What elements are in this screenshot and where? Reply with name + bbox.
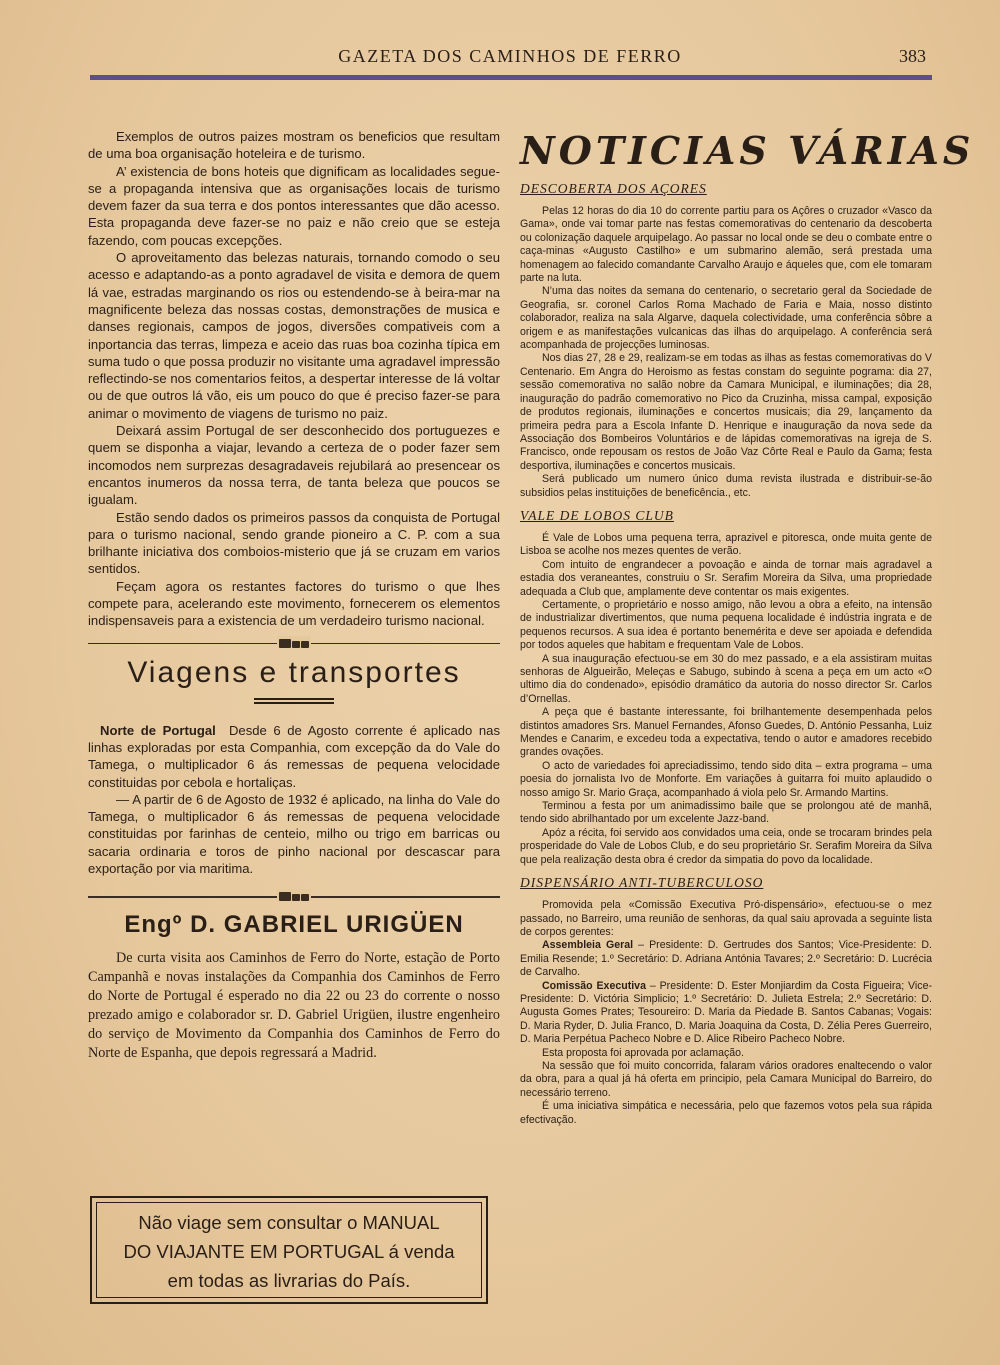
assembleia-text: – Presidente: D. Gertrudes dos Santos; Vice-Presidente: D. Emilia Resende; 1.º Secretário: D. Adriana Antónia Tavares; 2.º Secretário: D. Lucrécia de Carvalho. [520, 939, 932, 979]
acores-article [520, 205, 932, 500]
page-number: 383 [899, 46, 926, 66]
noticias-varias-title: NOTICIAS VÁRIAS [520, 128, 975, 173]
article-paragraph: É uma iniciativa simpática e necessária, pelo que fazemos votos pela sua rápida efectivação. [520, 1100, 932, 1126]
publication-title: GAZETA DOS CAMINHOS DE FERRO [338, 46, 682, 66]
article-paragraph: Estão sendo dados os primeiros passos da conquista de Portugal para o turismo nacional, sendo grande pioneiro a C. P. com a sua brilhante iniciativa dos comboios-misterio que já se cruzam em varios sentidos. [88, 509, 500, 577]
assembleia-label: Assembleia Geral [542, 939, 634, 952]
article-paragraph: Esta proposta foi aprovada por aclamação. [542, 1046, 744, 1059]
train-ornament-divider [88, 634, 500, 650]
locomotive-icon [277, 636, 311, 648]
article-paragraph: É Vale de Lobos uma pequena terra, aprazivel e pitoresca, onde muita gente de Lisboa se acolhe nos mezes quentes de verão. [520, 531, 932, 558]
tourism-article [88, 128, 500, 630]
article-paragraph: Terminou a festa por um animadissimo baile que se prolongou até de manhã, tendo sido abrilhantado por um excelente Jazz-band. [520, 800, 932, 826]
article-paragraph: A sua inauguração efectuou-se em 30 do mez passado, e a ela assistiram muitas senhoras de Algueirão, Meleças e Sabugo, subindo à scena a peça em um acto «O ultimo dia do condenado», episódio dramático da autoria do nosso director Sr. Carlos d’Ornellas. [520, 652, 932, 705]
manual-advertisement [90, 1196, 488, 1304]
article-paragraph: De curta visita aos Caminhos de Ferro do Norte, estação de Porto Campanhã e novas instalações da Companhia dos Caminhos de Ferro do Norte de Portugal é esperado no dia 22 ou 23 do corrente o nosso prezado amigo e colaborador sr. D. Gabriel Urigüen, ilustre engenheiro do serviço de Movimento da Companhia dos Caminhos de Ferro do Norte de Espanha, que depois regressará a Madrid. [88, 950, 500, 1062]
article-paragraph: Promovida pela «Comissão Executiva Pró-dispensário», efectuou-se o mez passado, no Barreiro, uma reunião de senhoras, da qual saiu aprovada a seguinte lista de corpos gerentes: [520, 899, 932, 938]
article-paragraph: Exemplos de outros paizes mostram os beneficios que resultam de uma boa organisação hoteleira e de turismo. [88, 129, 500, 162]
engineer-article [88, 949, 500, 1063]
section-heading-acores: DESCOBERTA DOS AÇORES [520, 181, 707, 196]
viagens-section-title: Viagens e transportes [127, 655, 461, 689]
viagens-article [88, 722, 500, 878]
article-paragraph: — A partir de 6 de Agosto de 1932 é aplicado, na linha do Vale do Tamega, o multiplicador 6 ás remessas de pequena velocidade constituidas por farinhas de centeio, milho ou trigo em barricas ou sacaria ordinaria e toros de pinho nacional por descascar para exportação por via maritima. [88, 791, 500, 876]
ad-line: em todas as livrarias do País. [167, 1270, 411, 1291]
article-paragraph: Com intuito de engrandecer a povoação e ainda de tornar mais agradavel a estadia dos veraneantes, construiu o Sr. Serafim Moreira da Silva, uma propriedade adequada a Club que, amplamente deve contentar os mais exigentes. [520, 558, 932, 598]
advertisement-text [104, 1208, 474, 1295]
section-heading-vale-de-lobos: VALE DE LOBOS CLUB [520, 507, 674, 523]
article-paragraph: A peça que é bastante interessante, foi brilhantemente desempenhada pelos distintos amadores Srs. Manuel Fernandes, Afonso Guedes, D. António Pessanha, Luiz Mendes e Canarim, e excedeu toda a expectativa, tendo o autor e amadores recebido grandes ovações. [520, 706, 932, 759]
article-paragraph: Deixará assim Portugal de ser desconhecido dos portuguezes e quem se disponha a viajar, levando a certeza de o poder fazer sem incomodos nem surprezas desagradaveis rejubilará ao presencear os encantos inumeros da nossa terra, de tanta beleza que poucos se igualam. [88, 423, 500, 508]
left-column [88, 128, 500, 1063]
locomotive-icon [277, 889, 311, 901]
section-heading-dispensario: DISPENSÁRIO ANTI-TUBERCULOSO [520, 875, 764, 891]
train-ornament-divider [88, 887, 500, 903]
article-paragraph [520, 939, 932, 979]
viagens-text-1: Desde 6 de Agosto corrente é aplicado nas linhas exploradas por esta Companhia, com excepção da do Vale do Tamega, o multiplicador 6 ás remessas de pequena velocidade constituidas por cebola e hortaliças. [88, 722, 501, 790]
norte-de-portugal-label: Norte de Portugal [100, 722, 216, 738]
comissao-label: Comissão Executiva [542, 979, 646, 992]
article-paragraph: Apóz a récita, foi servido aos convidados uma ceia, onde se trocaram brindes pela prosperidade do Vale de Lobos Club, e do seu proprietário Sr. Serafim Moreira da Silva que pela realização desta obra é credor da simpatia do povo da localidade. [520, 826, 932, 866]
title-double-rule [254, 698, 334, 704]
engineer-article-title: Engº D. GABRIEL URIGÜEN [124, 911, 464, 939]
ad-line: DO VIAJANTE EM PORTUGAL á venda [123, 1241, 455, 1262]
article-paragraph: Certamente, o proprietário e nosso amigo, não levou a obra a efeito, na intensão de industrializar divertimentos, que numa pequena localidade é indústria ingrata e de pequenos recursos. A sua idea é portanto benemérita e deve ser apoiada e defendida por todos aqueles que habitam e frequentam Vale de Lobos. [520, 598, 932, 652]
page-header [90, 46, 930, 70]
article-paragraph: O aproveitamento das belezas naturais, tornando comodo o seu acesso e adaptando-as a ponto agradavel de visita e demora de quem lá vae, estradas marginando os rios ou estendendo-se à beira-mar na magnificente beleza das nossas costas, demonstrações de musica e danses regionais, campos de jogos, diversões compativeis com a inportancia das terras, limpeza e aceio das ruas boa cozinha típica em suma tudo o que possa produzir no visitante uma agradavel impressão reflectindo-se nos comentarios feitos, a despertar interesse de lá voltar ou de que outros lá vão, eis um pouco do que é preciso fazer-se para animar o movimento de viagens de turismo no paiz. [88, 250, 500, 421]
article-paragraph: N’uma das noites da semana do centenario, o secretario geral da Sociedade de Geografia, sr. coronel Carlos Roma Machado de Faria e Maia, nosso distinto colaborador, realiza na sala Algarve, daquela colectividade, uma conferência sôbre a origem e as manifestações vulcanicas das ilhas do arquipelago. A conferência será acompanhada de projecções luminosas. [520, 285, 932, 352]
comissao-text: – Presidente: D. Ester Monjiardim da Costa Figueira; Vice-Presidente: D. Victória Simplicio; 1.º Secretário: D. Julieta Estrela; 2.º Secretário: D. Augusta Gomes Prates; Tesoureiro: D. Maria da Piedade B. Santos Cabanas; Vogais: D. Maria Ryder, D. Julia Franco, D. Maria Joaquina da Costa, D. Zélia Peres Guerreiro, D. Maria Perpétua Pacheco Nobre e D. Alice Ribeiro Pacheco Nobre. [520, 979, 932, 1046]
vale-de-lobos-article [520, 532, 932, 867]
article-paragraph [88, 722, 500, 791]
dispensario-article [520, 899, 932, 1127]
right-column [520, 128, 975, 1127]
article-paragraph: Nos dias 27, 28 e 29, realizam-se em todas as ilhas as festas comemorativas do V Centenario. Em Angra do Heroismo as festas constam do seguinte pograma: dia 27, sessão comemorativa no salão nobre da Camara Municipal, e iluminações; dia 28, inauguração do padrão comemorativo no Pico da Cruzinha, missa campal, exposição de produtos regionais, iluminações e concertos musicais; dia 29, lançamento da primeira pedra para a Escola Infante D. Henrique e inauguração da nova sede da Associação dos Bombeiros Voluntários e de lápidas comemorativas na igreja de S. Francisco, onde repousam os restos de João Vaz Côrte Real e Paulo da Gama; festa desportiva, iluminações e concertos musicais. [520, 352, 932, 472]
article-paragraph [520, 980, 932, 1047]
article-paragraph: Na sessão que foi muito concorrida, falaram vários oradores enaltecendo o valor da obra, para a qual já há oferta em principio, pela Camara Municipal do Barreiro, do necessário terreno. [520, 1059, 932, 1099]
article-paragraph: O acto de variedades foi apreciadissimo, tendo sido dita – extra programa – uma poesia do jornalista Ivo de Monforte. Em variações à guitarra foi muito aplaudido o nosso amigo Sr. Mario Graça, acompanhado á viola pelo Sr. Armando Martins. [520, 759, 932, 799]
article-paragraph: Será publicado um numero único duma revista ilustrada e distribuir-se-ão subsidios pelas instituições de beneficência., etc. [520, 473, 932, 499]
ad-line: Não viage sem consultar o MANUAL [138, 1212, 440, 1233]
article-paragraph: A’ existencia de bons hoteis que dignificam as localidades segue-se a propaganda intensiva que as organisações locais de turismo devem fazer da sua terra e dos pontos interessantes que dão acesso. Esta propaganda deve fazer-se no paiz e não creio que se esteja fazendo, com poucas excepções. [88, 163, 500, 248]
article-paragraph: Pelas 12 horas do dia 10 do corrente partiu para os Açôres o cruzador «Vasco da Gama», onde vai tomar parte nas festas comemorativas do centenario da descoberta ou colonização daquele arquipelago. Ao passar no local onde se deu o combate entre o caça-minas «Augusto Castilho» e um submarino alemão, será prestada uma homenagem ao falecido comandante Carvalho Araujo e áqueles que, com ele tomaram parte na luta. [520, 205, 932, 285]
header-rule [90, 75, 932, 80]
article-paragraph: Feçam agora os restantes factores do turismo o que lhes compete para, acelerando este movimento, fornecerem os elementos indispensaveis para a existencia de um verdadeiro turismo nacional. [88, 578, 500, 629]
